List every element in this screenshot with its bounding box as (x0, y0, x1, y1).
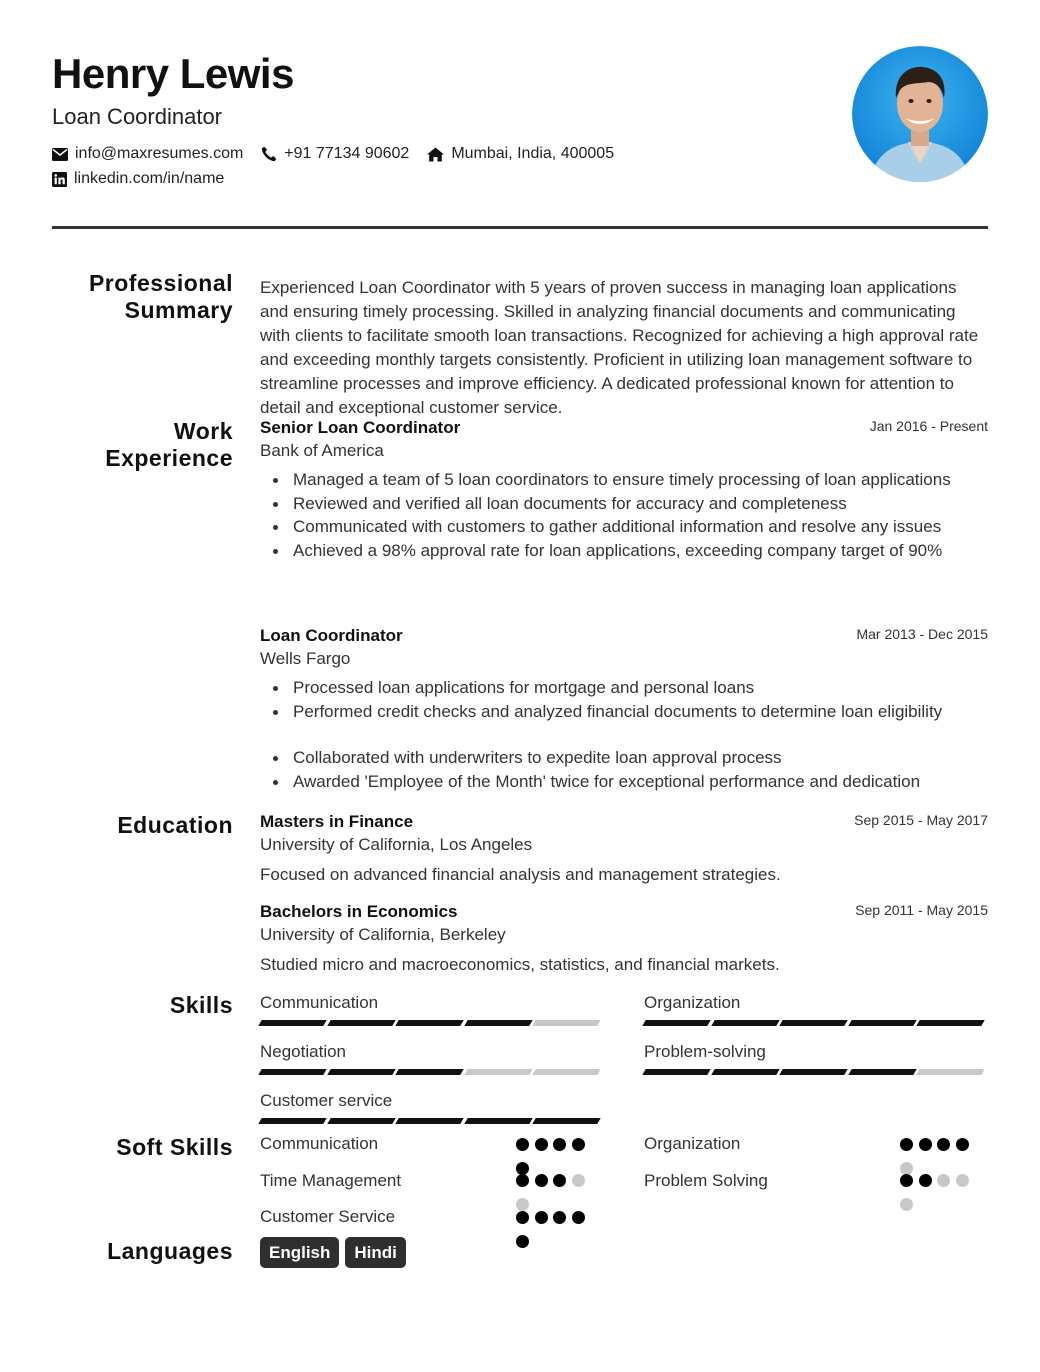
job-date: Mar 2013 - Dec 2015 (856, 626, 988, 642)
job-date: Jan 2016 - Present (869, 418, 988, 434)
header-divider (52, 226, 988, 229)
job-bullet: Awarded 'Employee of the Month' twice for exceptional performance and dedication (260, 770, 988, 794)
soft-skill-name: Problem Solving (644, 1171, 768, 1190)
skill-name: Organization (644, 993, 741, 1012)
section-label-work (52, 418, 233, 472)
rating-dot-filled (900, 1138, 913, 1151)
job-title: Loan Coordinator (260, 626, 403, 645)
rating-dot-filled (900, 1174, 913, 1187)
skill-bar-segment-empty (464, 1069, 533, 1075)
soft-skill-name: Communication (260, 1134, 379, 1153)
job-bullet: Achieved a 98% approval rate for loan applications, exceeding company target of 90% (260, 539, 988, 563)
skill-bar-segment-filled (464, 1118, 533, 1124)
rating-dot-filled (919, 1174, 932, 1187)
skill-item (260, 1042, 603, 1062)
soft-skill-item (260, 1207, 395, 1227)
linkedin-text: linkedin.com/in/name (74, 170, 225, 187)
job-org: Wells Fargo (260, 649, 351, 668)
linkedin-icon (52, 172, 67, 187)
rating-dot-filled (572, 1138, 585, 1151)
school: University of California, Los Angeles (260, 835, 533, 854)
skill-bar-segment-empty (533, 1069, 602, 1075)
job-bullet: Performed credit checks and analyzed financial documents to determine loan eligibility (260, 700, 988, 724)
rating-dot-empty (516, 1198, 529, 1211)
skill-bar (644, 1020, 987, 1026)
degree: Masters in Finance (260, 812, 414, 831)
degree: Bachelors in Economics (260, 902, 458, 921)
section-label-summary (52, 270, 233, 324)
rating-dot-empty (572, 1174, 585, 1187)
rating-dot-filled (516, 1211, 529, 1224)
school: University of California, Berkeley (260, 925, 506, 944)
section-label-skills: Skills (169, 992, 233, 1018)
section-label-education: Education (117, 812, 233, 838)
job-bullets (260, 468, 988, 562)
education-desc: Studied micro and macroeconomics, statistics, and financial markets. (260, 955, 780, 974)
job-entry (260, 626, 988, 793)
candidate-title: Loan Coordinator (52, 104, 223, 129)
section-label-languages: Languages (107, 1238, 233, 1264)
skill-bar-segment-filled (258, 1069, 327, 1075)
skill-bar-segment-filled (711, 1069, 780, 1075)
rating-dot-filled (553, 1211, 566, 1224)
skill-name: Customer service (260, 1091, 393, 1110)
section-label-summary-line2: Summary (124, 297, 233, 323)
phone-text: +91 77134 90602 (284, 145, 410, 162)
skill-bar-segment-filled (917, 1020, 986, 1026)
education-date: Sep 2011 - May 2015 (855, 902, 988, 918)
rating-dot-filled (535, 1138, 548, 1151)
rating-dot-filled (553, 1174, 566, 1187)
rating-dot-filled (553, 1138, 566, 1151)
section-label-work-line2: Experience (105, 445, 233, 471)
avatar (852, 46, 988, 182)
job-bullet: Reviewed and verified all loan documents for accuracy and completeness (260, 492, 988, 516)
job-bullet: Collaborated with underwriters to expedite loan approval process (260, 746, 988, 770)
rating-dot-filled (516, 1138, 529, 1151)
skill-bar-segment-filled (327, 1069, 396, 1075)
rating-dot-filled (919, 1138, 932, 1151)
contact-row-linkedin (52, 170, 242, 188)
skill-bar-segment-filled (711, 1020, 780, 1026)
section-label-summary-line1: Professional (88, 270, 233, 296)
skill-bar-segment-filled (848, 1020, 917, 1026)
email-text: info@maxresumes.com (75, 145, 244, 162)
job-org: Bank of America (260, 441, 384, 460)
rating-dot-filled (516, 1174, 529, 1187)
skill-bar-segment-filled (779, 1020, 848, 1026)
rating-dot-filled (956, 1138, 969, 1151)
contact-row (52, 145, 632, 163)
rating-dot-empty (956, 1174, 969, 1187)
skill-bar-segment-filled (327, 1020, 396, 1026)
language-pill: Hindi (345, 1237, 406, 1268)
job-bullet: Processed loan applications for mortgage and personal loans (260, 676, 988, 700)
skill-bar-segment-filled (642, 1020, 711, 1026)
skill-bar-segment-filled (533, 1118, 602, 1124)
soft-skill-name: Time Management (260, 1171, 402, 1190)
skill-bar-segment-filled (258, 1020, 327, 1026)
phone-icon (261, 146, 277, 162)
skill-bar-segment-filled (395, 1118, 464, 1124)
skill-bar-segment-filled (779, 1069, 848, 1075)
contact-phone[interactable] (261, 145, 409, 163)
candidate-name: Henry Lewis (52, 50, 294, 97)
skill-bar-segment-filled (327, 1118, 396, 1124)
section-label-work-line1: Work (173, 418, 233, 444)
rating-dot-empty (900, 1198, 913, 1211)
soft-skill-name: Organization (644, 1134, 741, 1153)
education-desc: Focused on advanced financial analysis and management strategies. (260, 865, 781, 884)
skill-item (260, 1091, 603, 1111)
rating-dot-filled (937, 1138, 950, 1151)
skill-bar-segment-filled (395, 1069, 464, 1075)
skill-name: Negotiation (260, 1042, 347, 1061)
education-date: Sep 2015 - May 2017 (854, 812, 988, 828)
skill-item (644, 993, 987, 1013)
home-icon (427, 147, 444, 162)
summary-text: Experienced Loan Coordinator with 5 years of proven success in managing loan applications and ensuring timely processing. Skilled in analyzing financial documents and communicating with clients to facilitate smooth loan transactions. Recognized for achieving a high approval rate and exceeding monthly targets consistently. Proficient in utilizing loan management software to streamline processes and improve efficiency. A dedicated professional known for attention to detail and exceptional customer service. (260, 278, 979, 417)
envelope-icon (52, 148, 68, 161)
skill-bar (644, 1069, 987, 1075)
contact-email[interactable] (52, 145, 243, 163)
rating-dot-filled (572, 1211, 585, 1224)
skill-item (644, 1042, 987, 1062)
soft-skill-item (644, 1171, 768, 1191)
contact-location (427, 145, 614, 163)
skill-bar-segment-filled (464, 1020, 533, 1026)
rating-dot-filled (535, 1211, 548, 1224)
soft-skill-name: Customer Service (260, 1207, 396, 1226)
soft-skill-item (644, 1134, 740, 1154)
section-label-soft-skills: Soft Skills (116, 1134, 233, 1160)
skill-bar (260, 1118, 603, 1124)
soft-skill-item (260, 1171, 401, 1191)
education-entry (260, 812, 988, 885)
job-entry (260, 418, 988, 562)
skill-name: Problem-solving (644, 1042, 766, 1061)
skill-name: Communication (260, 993, 379, 1012)
education-entry (260, 902, 988, 975)
job-title: Senior Loan Coordinator (260, 418, 461, 437)
contact-linkedin[interactable] (52, 170, 224, 188)
skill-bar-segment-filled (395, 1020, 464, 1026)
skill-bar (260, 1020, 603, 1026)
skill-bar-segment-empty (917, 1069, 986, 1075)
skill-bar-segment-filled (258, 1118, 327, 1124)
job-bullet: Managed a team of 5 loan coordinators to ensure timely processing of loan applications (260, 468, 988, 492)
skill-bar-segment-filled (642, 1069, 711, 1075)
resume-header (52, 50, 988, 190)
soft-skill-item (260, 1134, 378, 1154)
location-text: Mumbai, India, 400005 (451, 145, 615, 162)
skill-bar (260, 1069, 603, 1075)
language-pill: English (260, 1237, 339, 1268)
skill-bar-segment-empty (533, 1020, 602, 1026)
rating-dot-empty (937, 1174, 950, 1187)
skill-bar-segment-filled (848, 1069, 917, 1075)
skill-item (260, 993, 603, 1013)
job-bullet: Communicated with customers to gather additional information and resolve any issues (260, 515, 988, 539)
job-bullets (260, 676, 988, 793)
language-list (260, 1237, 988, 1268)
rating-dot-filled (535, 1174, 548, 1187)
